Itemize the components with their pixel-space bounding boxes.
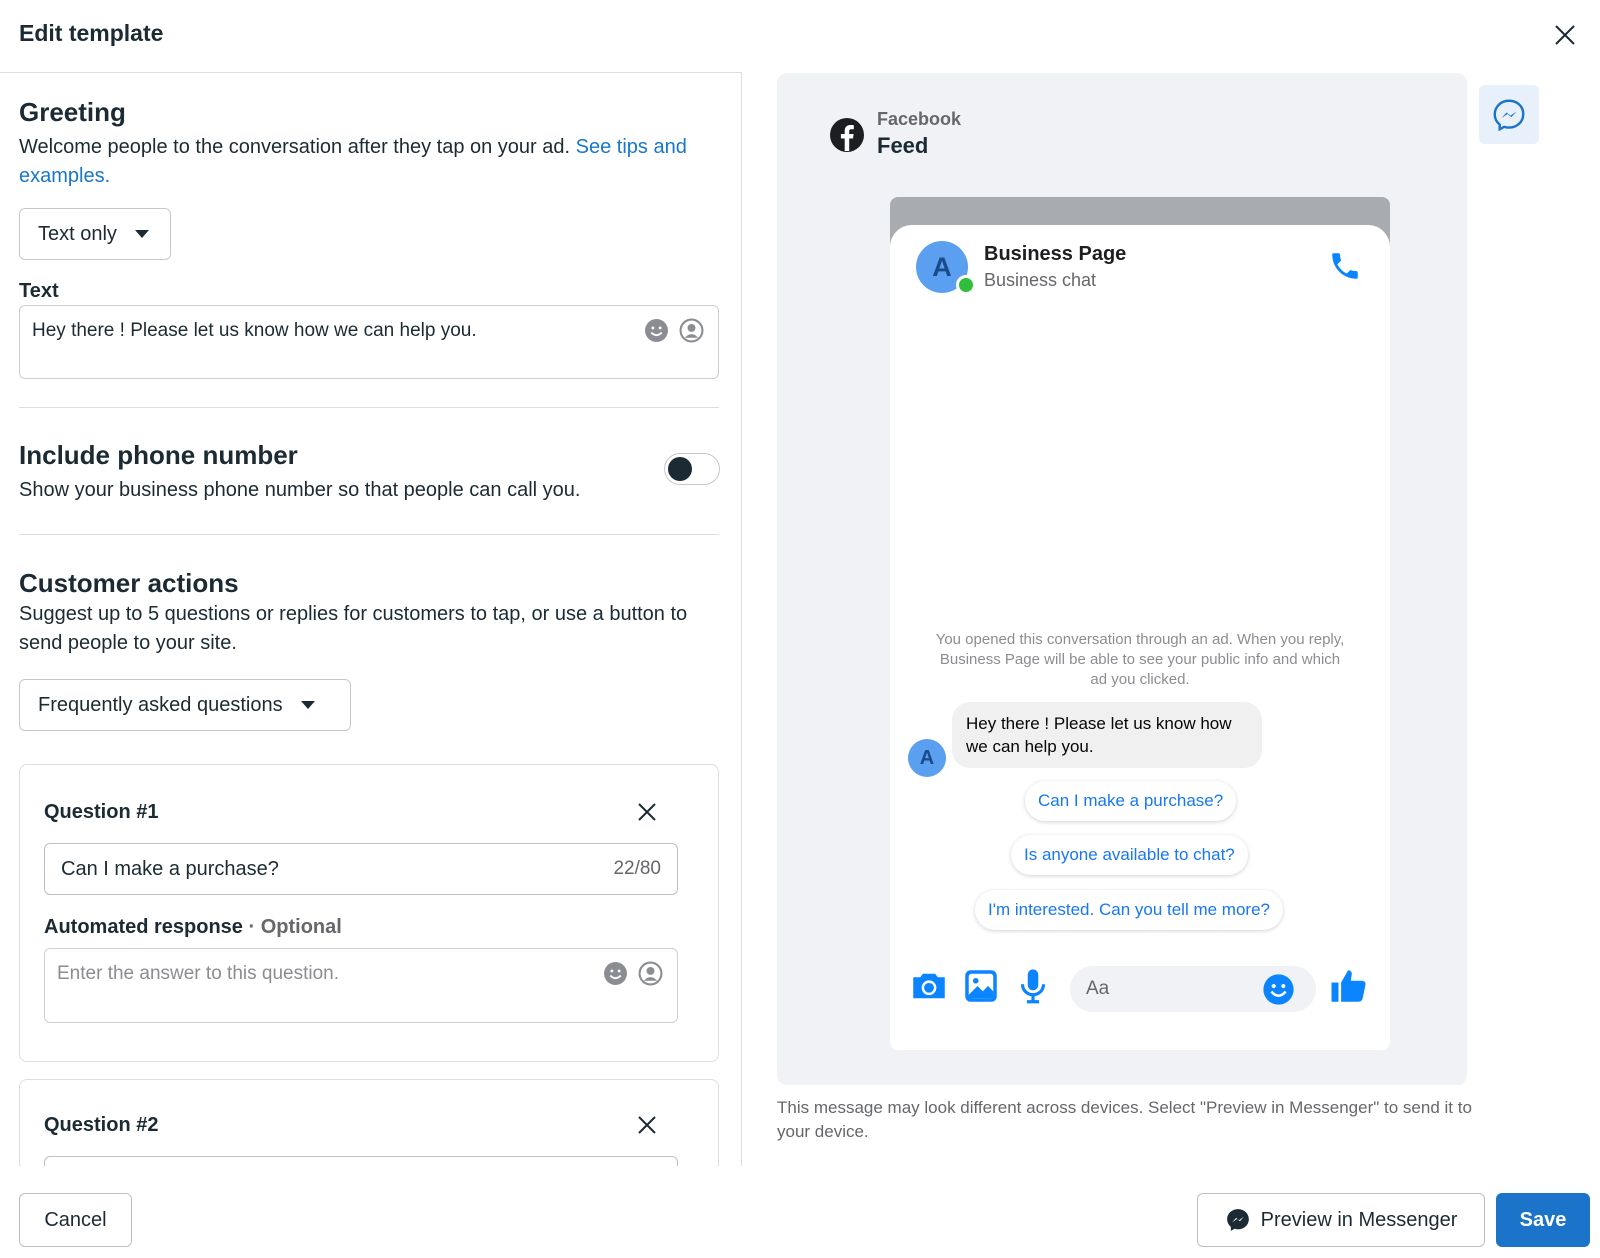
remove-question-icon[interactable]: [636, 801, 658, 823]
cancel-button[interactable]: Cancel: [19, 1193, 132, 1247]
tips-link[interactable]: See tips and examples.: [19, 136, 687, 187]
avatar: A: [908, 739, 946, 777]
modal-header: [0, 0, 1600, 72]
automated-response-input[interactable]: [44, 948, 678, 1023]
personalize-user-icon[interactable]: [679, 318, 704, 343]
question-title: Question #2: [44, 1114, 159, 1136]
close-icon[interactable]: [1552, 22, 1578, 48]
ad-preview-panel: [777, 73, 1467, 1085]
modal-title: Edit template: [19, 20, 164, 46]
phone-number-title: Include phone number: [19, 440, 298, 470]
thumbs-up-icon[interactable]: [1328, 965, 1370, 1007]
device-note: This message may look different across devices. Select "Preview in Messenger" to send it to your device.: [777, 1098, 1472, 1141]
divider: [19, 407, 719, 408]
caret-down-icon: [301, 701, 315, 709]
caret-down-icon: [135, 230, 149, 238]
customer-actions-type-value: Frequently asked questions: [38, 693, 283, 716]
camera-icon[interactable]: [908, 965, 950, 1007]
automated-response-placeholder: Enter the answer to this question.: [57, 963, 339, 984]
greeting-text-input[interactable]: [19, 305, 719, 379]
messenger-icon: [1491, 97, 1527, 133]
greeting-text-value: Hey there ! Please let us know how we can help you.: [32, 320, 477, 341]
question-title: Question #1: [44, 801, 159, 823]
greeting-description: [19, 133, 719, 191]
quick-reply-button[interactable]: I'm interested. Can you tell me more?: [975, 890, 1283, 930]
template-editor-panel: [0, 72, 742, 1166]
greeting-format-value: Text only: [38, 222, 117, 245]
save-button[interactable]: Save: [1496, 1193, 1590, 1247]
customer-actions-type-dropdown[interactable]: [19, 679, 351, 731]
personalize-user-icon[interactable]: [638, 961, 663, 986]
customer-actions-description: Suggest up to 5 questions or replies for customers to tap, or use a button to send people to your site.: [19, 603, 688, 654]
facebook-logo-icon: [829, 117, 865, 153]
phone-number-toggle[interactable]: [664, 453, 720, 485]
divider: [19, 534, 719, 535]
avatar: A: [916, 241, 968, 293]
optional-tag: · Optional: [248, 916, 342, 938]
toggle-knob: [668, 457, 692, 481]
quick-reply-button[interactable]: Is anyone available to chat?: [1011, 835, 1248, 875]
messenger-phone-mockup: [890, 225, 1390, 1050]
gallery-icon[interactable]: [960, 965, 1002, 1007]
phone-call-icon[interactable]: [1328, 249, 1362, 283]
phone-number-description: Show your business phone number so that people can call you.: [19, 479, 581, 501]
preview-in-messenger-label: Preview in Messenger: [1260, 1208, 1458, 1231]
automated-response-label-text: Automated response: [44, 916, 243, 938]
emoji-icon[interactable]: [603, 961, 628, 986]
emoji-icon[interactable]: [1262, 973, 1295, 1006]
ad-notice: You opened this conversation through an ad. When you reply, Business Page will be able to see your public info and which ad you clicked.: [935, 631, 1345, 688]
character-count: 22/80: [613, 858, 661, 879]
online-status-dot: [956, 275, 976, 295]
preview-source: Facebook: [877, 109, 962, 129]
quick-reply-button[interactable]: Can I make a purchase?: [1025, 781, 1236, 821]
question-card: [19, 1079, 719, 1166]
messenger-placement-button[interactable]: [1479, 85, 1539, 144]
page-name: Business Page: [984, 243, 1127, 265]
composer-placeholder: Aa: [1086, 978, 1110, 999]
greeting-message-bubble: Hey there ! Please let us know how we can help you.: [952, 702, 1262, 768]
remove-question-icon[interactable]: [636, 1114, 658, 1136]
emoji-icon[interactable]: [644, 318, 669, 343]
question-card: [19, 764, 719, 1062]
greeting-description-text: Welcome people to the conversation after they tap on your ad.: [19, 136, 571, 158]
preview-placement: Feed: [877, 133, 929, 158]
greeting-format-dropdown[interactable]: [19, 208, 171, 260]
customer-actions-title: Customer actions: [19, 568, 239, 598]
greeting-title: Greeting: [19, 97, 126, 127]
greeting-text-label: Text: [19, 280, 59, 302]
preview-in-messenger-button[interactable]: [1197, 1193, 1485, 1247]
question-input[interactable]: [44, 1156, 678, 1166]
microphone-icon[interactable]: [1012, 965, 1054, 1007]
automated-response-label: [44, 916, 342, 939]
question-value: Can I make a purchase?: [61, 857, 279, 880]
messenger-icon: [1225, 1207, 1251, 1233]
page-subtitle: Business chat: [984, 270, 1097, 290]
question-input[interactable]: [44, 843, 678, 895]
